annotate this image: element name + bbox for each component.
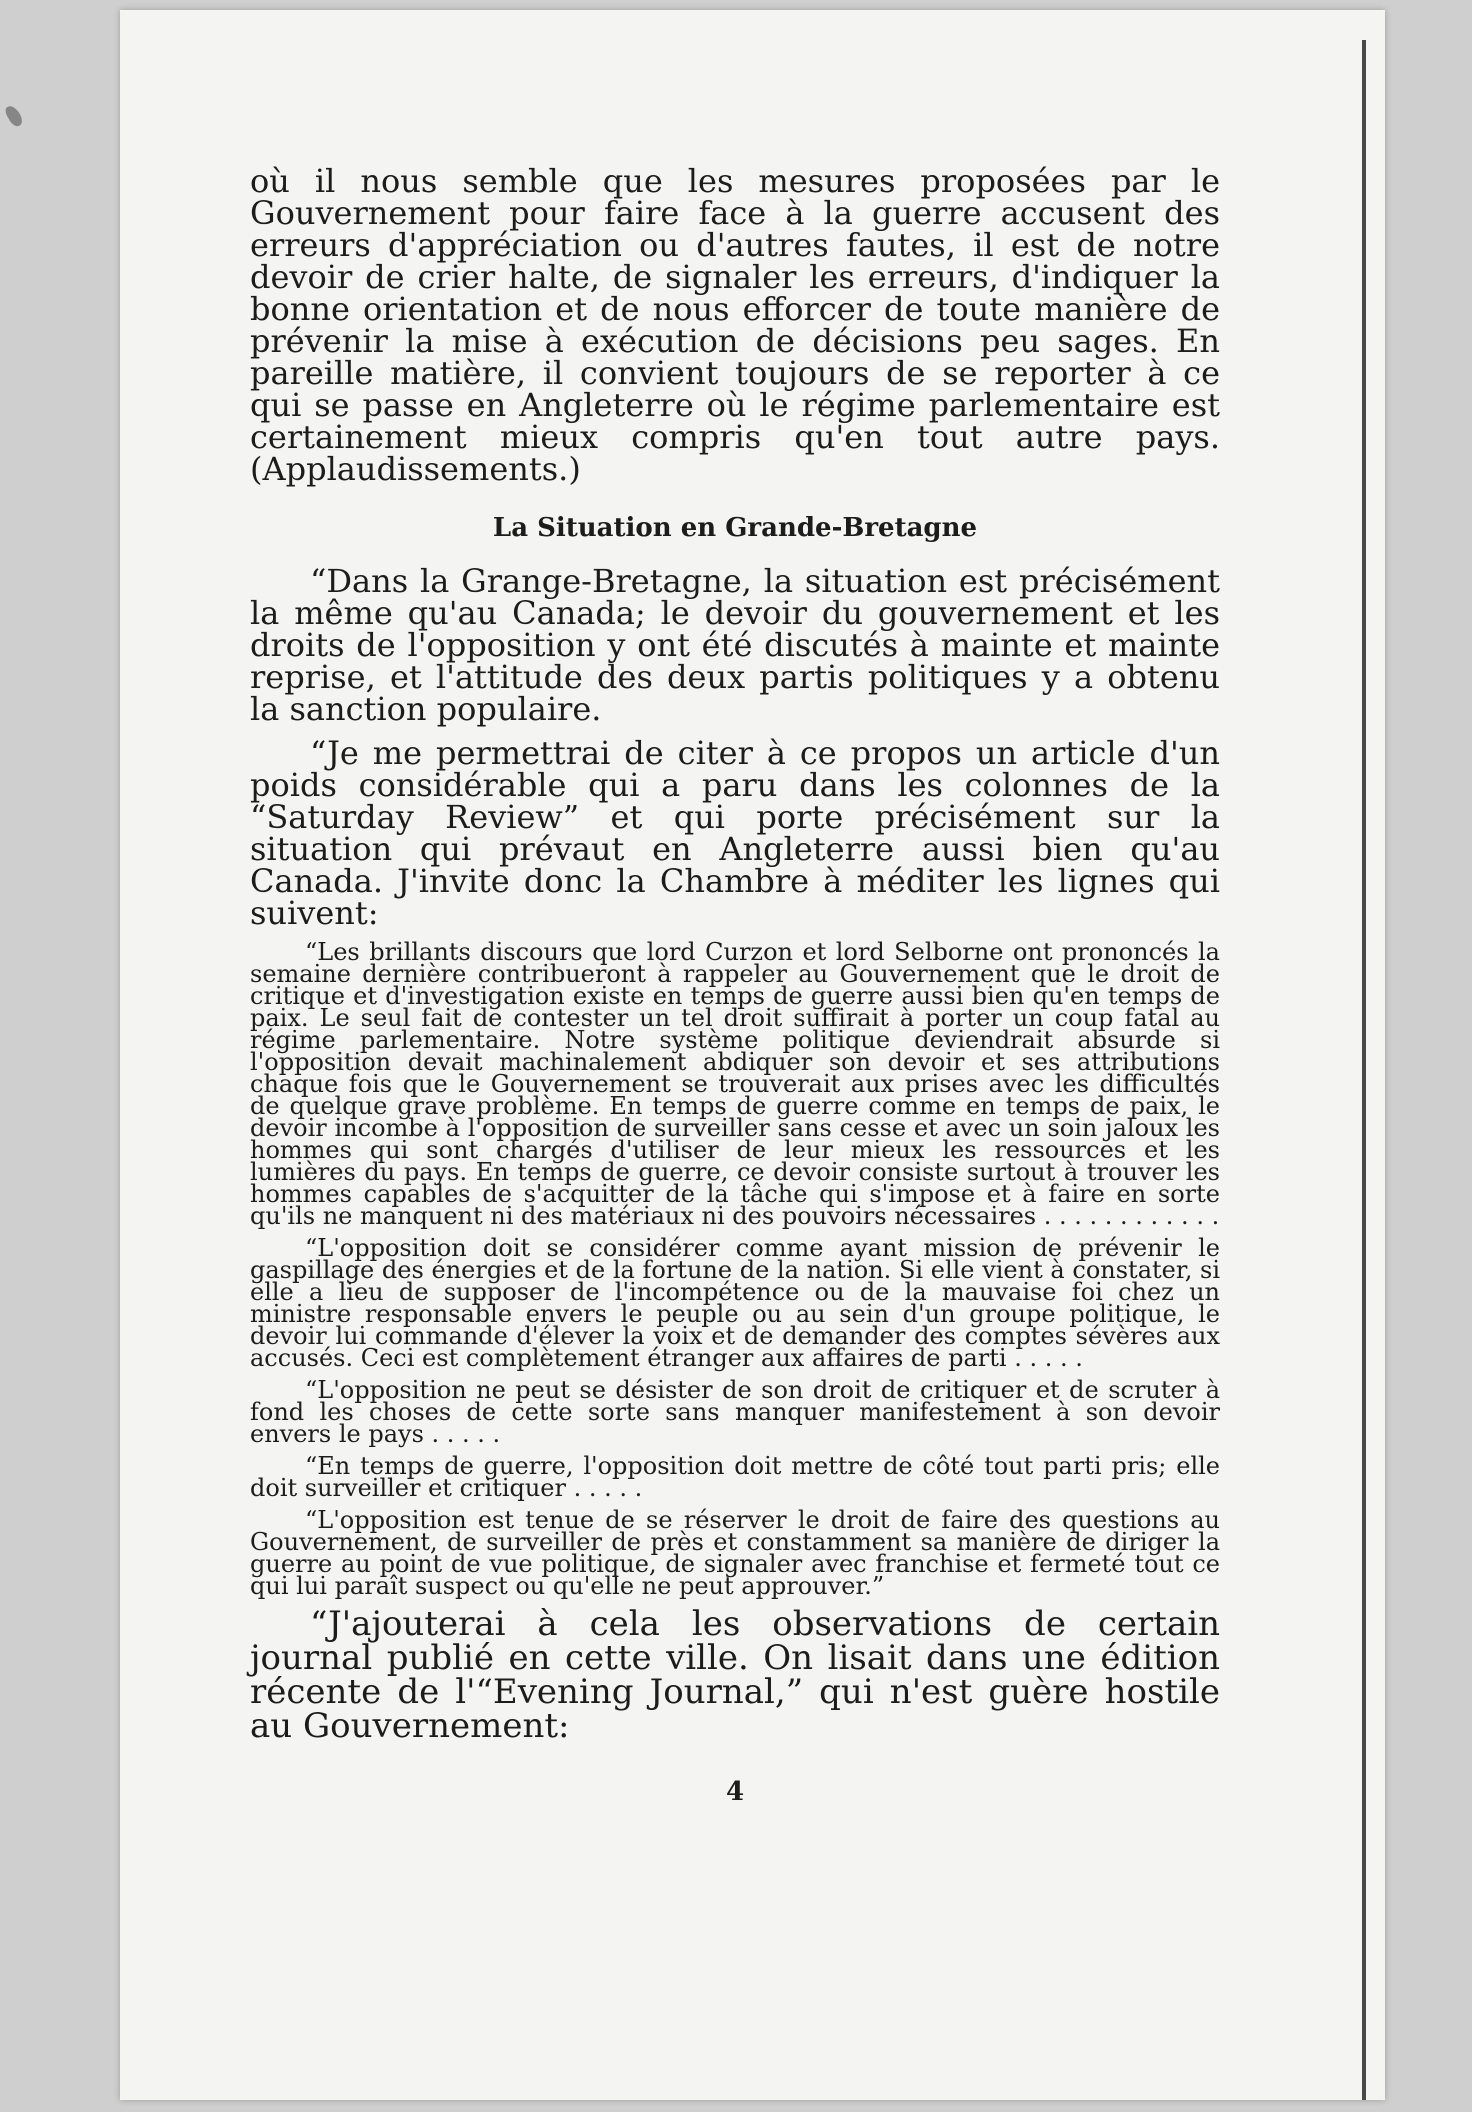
section-heading: La Situation en Grande-Bretagne [492,513,978,543]
opening-paragraph: où il nous semble que les mesures proposées par le Gouvernement pour faire face à la guerre accusent des erreurs d'appréciation ou d'autres fautes, il est de notre devoir de crier halte, de signaler les erreurs, d'indiquer la bonne orientation et de nous efforcer de toute manière de prévenir la mise à exécution de décisions peu sages. En pareille matière, il convient toujours de se reporter à ce qui se passe en Angleterre où le régime parlementaire est certainement mieux compris qu'en tout autre pays. (Applaudissements.) [250,162,1220,488]
body-paragraph: “Dans la Grange-Bretagne, la situation est précisément la même qu'au Canada; le devoir du gouvernement et les droits de l'opposition y ont été discutés à mainte et mainte reprise, et l'attitude des deux partis politiques y a obtenu la sanction populaire. [250,562,1220,728]
page-content [250,162,1220,1807]
closing-paragraph: “J'ajouterai à cela les observations de certain journal publié en cette ville. On lisait dans une édition récente de l'“Evening Journal,” qui n'est guère hostile au Gouvernement: [250,1604,1220,1746]
quote-paragraph: “En temps de guerre, l'opposition doit mettre de côté tout parti pris; elle doit surveiller et critiquer . . . . . [250,1452,1220,1502]
quote-paragraph: “L'opposition est tenue de se réserver le droit de faire des questions au Gouvernement, de surveiller de près et constamment sa manière de diriger la guerre au point de vue politique, de signaler avec franchise et fermeté tout ce qui lui paraît suspect ou qu'elle ne peut approuver.” [250,1506,1220,1600]
body-paragraph: “Je me permettrai de citer à ce propos un article d'un poids considérable qui a paru dans les colonnes de la “Saturday Review” et qui porte précisément sur la situation qui prévaut en Angleterre aussi bien qu'au Canada. J'invite donc la Chambre à méditer les lignes qui suivent: [250,734,1220,932]
page-number: 4 [725,1777,745,1807]
scan-smudge [3,103,24,128]
quote-paragraph: “L'opposition ne peut se désister de son droit de critiquer et de scruter à fond les choses de cette sorte sans manquer manifestement à son devoir envers le pays . . . . . [250,1376,1220,1448]
quotation-block [250,938,1220,1600]
quote-paragraph: “Les brillants discours que lord Curzon et lord Selborne ont prononcés la semaine dernière contribueront à rappeler au Gouvernement que le droit de critique et d'investigation existe en temps de guerre aussi bien qu'en temps de paix. Le seul fait de contester un tel droit suffirait à porter un coup fatal au régime parlementaire. Notre système politique deviendrait absurde si l'opposition devait machinalement abdiquer son devoir et ses attributions chaque fois que le Gouvernement se trouverait aux prises avec les difficultés de quelque grave problème. En temps de guerre comme en temps de paix, le devoir incombe à l'opposition de surveiller sans cesse et avec un soin jaloux les hommes qui sont chargés d'utiliser de leur mieux les ressources et les lumières du pays. En temps de guerre, ce devoir consiste surtout à trouver les hommes capables de s'acquitter de la tâche qui s'impose et à faire en sorte qu'ils ne manquent ni des matériaux ni des pouvoirs nécessaires . . . . . . . . . . . . [250,938,1220,1230]
page-edge-shadow [1362,40,1366,2100]
quote-paragraph: “L'opposition doit se considérer comme ayant mission de prévenir le gaspillage des énergies et de la fortune de la nation. Si elle vient à constater, si elle a lieu de supposer de l'incompétence ou de la mauvaise foi chez un ministre responsable envers le peuple ou au sein d'un groupe politique, le devoir lui commande d'élever la voix et de demander des comptes sévères aux accusés. Ceci est complètement étranger aux affaires de parti . . . . . [250,1234,1220,1372]
